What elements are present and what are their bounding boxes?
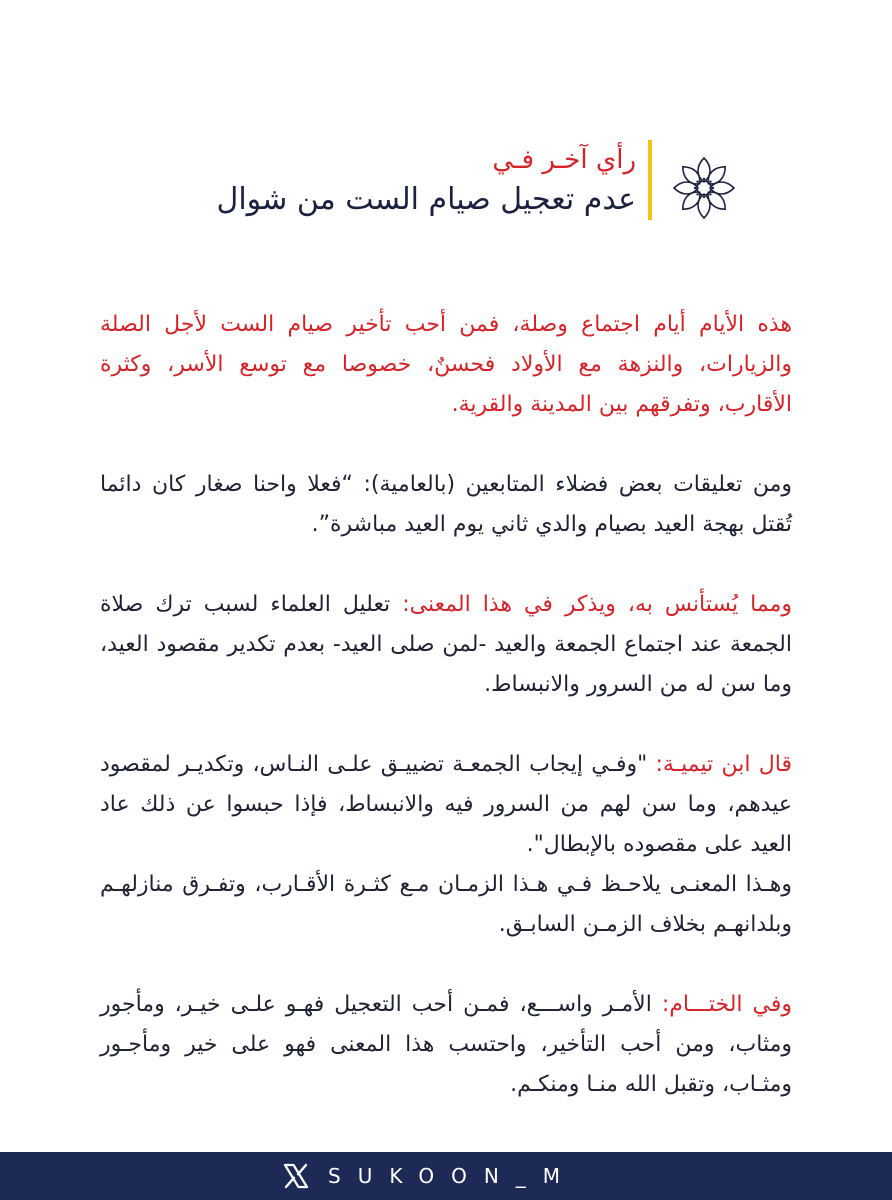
paragraph-lead: قال ابن تيميـة: <box>655 752 792 777</box>
page-title: عدم تعجيل صيام الست من شوال <box>216 182 636 217</box>
flower-ornament-icon <box>668 152 740 224</box>
page-subtitle: رأي آخـر فـي <box>492 145 636 175</box>
article-body <box>100 305 792 1105</box>
footer-bar <box>0 1152 892 1200</box>
paragraph-conclusion <box>100 985 792 1105</box>
x-logo-icon <box>282 1162 310 1190</box>
paragraph-lead: وفي الختـــام: <box>661 992 793 1017</box>
footer-handle-group[interactable] <box>282 1152 577 1200</box>
paragraph-lead: ومما يُستأنس به، ويذكر في هذا المعنى: <box>402 592 792 617</box>
paragraph-text: تعليل العلماء لسبب ترك صلاة الجمعة عند اجتماع الجمعة والعيد -لمن صلى العيد- بعدم تكدير مقصود العيد، وما سن له من السرور والانبساط. <box>100 592 792 697</box>
title-block <box>136 140 636 220</box>
paragraph-text: الأمـر واســـع، فمـن أحب التعجيل فهـو علـى خيـر، ومأجور ومثاب، ومن أحب التأخير، واحتسب هذا المعنى فهو على خير ومأجـور ومثـاب، وتقبل الله منـا ومنكـم. <box>100 992 792 1097</box>
paragraph-continuation: وهـذا المعنـى يلاحـظ فـي هـذا الزمـان مـع كثـرة الأقـارب، وتفـرق منازلهـم وبلدانهـم بخلاف الزمـن السابـق. <box>100 872 792 937</box>
paragraph-meaning <box>100 585 792 705</box>
social-handle: SUKOON_M <box>328 1164 578 1188</box>
title-accent-bar <box>648 140 652 220</box>
paragraph-lead: هذه الأيام أيام اجتماع وصلة، فمن أحب تأخير صيام الست لأجل الصلة والزيارات، والنزهة مع الأولاد فحسنٌ، خصوصا مع توسع الأسر، وكثرة الأقارب، وتفرقهم بين المدينة والقرية. <box>100 312 792 417</box>
paragraph-intro <box>100 305 792 425</box>
paragraph-text: "وفـي إيجاب الجمعـة تضييـق علـى النـاس، وتكديـر لمقصود عيدهم، وما سن لهم من السرور فيه والانبساط، فإذا حبسوا عن ذلك عاد العيد على مقصوده بالإبطال". <box>100 752 792 857</box>
paragraph-ibn-taymiyyah <box>100 745 792 945</box>
paragraph-comment <box>100 465 792 545</box>
paragraph-text: ومن تعليقات بعض فضلاء المتابعين (بالعامية): “فعلا واحنا صغار كان دائما تُقتل بهجة العيد بصيام والدي ثاني يوم العيد مباشرة”. <box>100 472 792 537</box>
header <box>140 140 740 230</box>
